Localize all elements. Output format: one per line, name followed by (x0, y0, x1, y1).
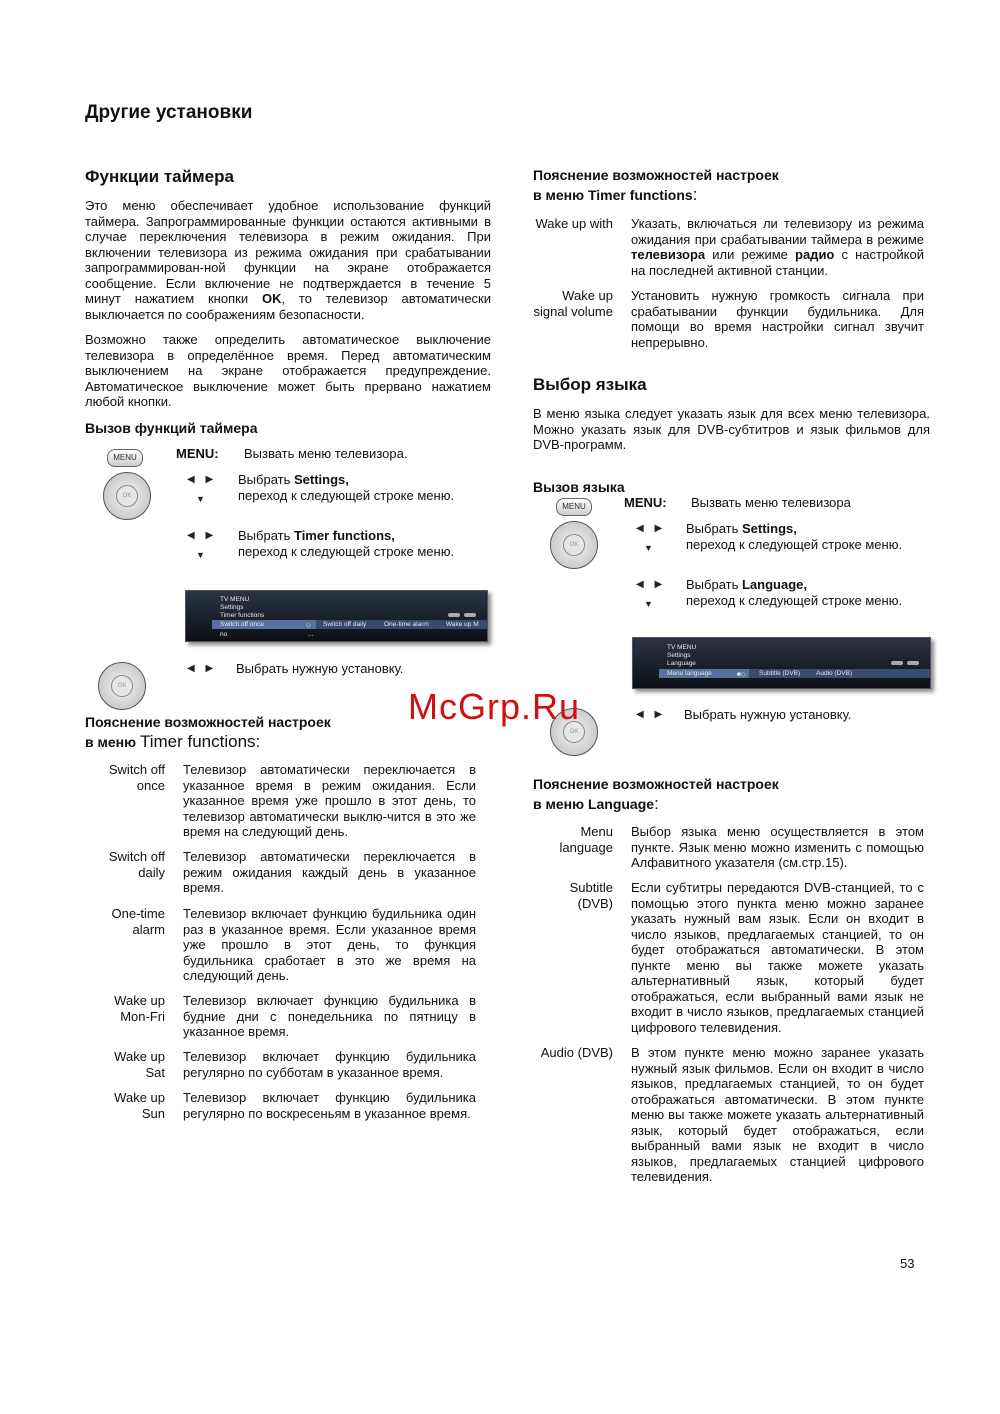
step-language: Выбрать Language, переход к следующей строке меню. (686, 577, 903, 608)
option-label: Audio (DVB) (540, 1045, 613, 1060)
down-arrow-icon: ▼ (644, 599, 653, 609)
left-right-arrows-icon: ◀ ▶ (187, 530, 218, 541)
option-label: Wake up Sun (114, 1090, 165, 1121)
option-description: Выбор языка меню осуществляется в этом пункте. Язык меню можно изменить с помощью Алфавитного указателя (см.стр.15). (631, 824, 924, 870)
step-select-setting: Выбрать нужную установку. (236, 661, 404, 676)
ok-button-icon: OK (116, 485, 138, 507)
menu-key-label: MENU: (176, 446, 219, 461)
screen-option: Switch off daily (323, 621, 367, 628)
step-select-setting: Выбрать нужную установку. (684, 707, 852, 722)
option-description: Если субтитры передаются DVB-станцией, то с помощью этого пункта меню можно заранее указать нужный вам язык. Если он входит в число языков, предлагаемых станцией, то он будет отображаться автоматически. В этом пункте меню вы также можете указать альтернативный язык, который будет отображаться, если выбранный вами язык не входит в число языков, предлагаемых станцией цифрового телевидения. (631, 880, 924, 1035)
option-label: One-time alarm (111, 906, 165, 937)
option-description: В этом пункте меню можно заранее указать нужный язык фильмов. Если он входит в число языков, предлагаемых станцией, то он будет отображаться автоматически. В этом пункте меню вы также можете указать альтернативный язык, который будет отображаться, если выбранный вами язык не входит в число языков, предлагаемых станцией цифрового телевидения. (631, 1045, 924, 1184)
option-label: Wake up Mon-Fri (114, 993, 165, 1024)
step-settings: Выбрать Settings, переход к следующей строке меню. (686, 521, 903, 552)
option-label: Switch off daily (108, 849, 165, 880)
language-intro: В меню языка следует указать язык для всех меню телевизора. Можно указать язык для DVB-субтитров и язык фильмов для DVB-программ. (533, 406, 930, 452)
screen-line: Settings (667, 652, 691, 659)
screen-line: TV MENU (220, 596, 250, 603)
page-title: Другие установки (85, 102, 253, 123)
timer-more-heading: Пояснение возможностей настроек в меню Timer functions: (533, 167, 779, 204)
screen-line: Language (667, 660, 696, 667)
left-right-arrows-icon: ◀ ▶ (636, 709, 667, 720)
menu-button-icon (556, 498, 592, 516)
left-right-arrows-icon: ◀ ▶ (187, 663, 218, 674)
left-right-arrows-icon: ◀ ▶ (636, 579, 667, 590)
nav-pad-icon (98, 662, 146, 710)
ok-button-icon: OK (563, 534, 585, 556)
option-description: Телевизор включает функцию будильника в будние дни с понедельника по пятницу в указанное время. (183, 993, 476, 1039)
call-timer-heading: Вызов функций таймера (85, 420, 258, 436)
step-settings: Выбрать Settings, переход к следующей строке меню. (238, 472, 455, 503)
ok-button-icon: OK (563, 721, 585, 743)
option-description: Телевизор включает функцию будильника один раз в указанное время. Если указанное время уже прошло в этот день, то функция будильника сработает в это же время на следующий день. (183, 906, 476, 983)
left-right-arrows-icon: ◀ ▶ (636, 523, 667, 534)
screen-line: Menu language (667, 670, 712, 677)
screen-line: Settings (220, 604, 244, 611)
menu-key-text: Вызвать меню телевизора. (244, 446, 408, 461)
menu-key-text: Вызвать меню телевизора (691, 495, 851, 510)
screen-line: no (220, 631, 228, 638)
nav-pad-icon (103, 472, 151, 520)
page-number: 53 (900, 1256, 915, 1271)
option-label: Wake up signal volume (533, 288, 613, 319)
screen-dots: ... (308, 631, 314, 638)
screen-option: Wake up M (446, 621, 479, 628)
option-description: Телевизор автоматически переключается в режим ожидания каждый день в указанное время. (183, 849, 476, 895)
call-language-heading: Вызов языка (533, 479, 625, 495)
screen-option: Subtitle (DVB) (759, 670, 801, 677)
timer-explain-heading: Пояснение возможностей настроек в меню Timer functions: (85, 714, 331, 751)
down-arrow-icon: ▼ (196, 494, 205, 504)
watermark: McGrp.Ru (408, 686, 581, 727)
option-description: Указать, включаться ли телевизору из режима ожидания при срабатывании таймера в режиме телевизора или режиме радио с настройкой на последней активной станции. (631, 216, 924, 278)
timer-heading: Функции таймера (85, 167, 234, 186)
language-heading: Выбор языка (533, 375, 647, 394)
menu-button-icon (107, 449, 143, 467)
screen-line: Switch off once (220, 621, 264, 628)
timer-intro-1: Это меню обеспечивает удобное использование функций таймера. Запрограммированные функции остаются активными в случае переключения телевизора в режим ожидания. При включении телевизора из режима ожидания при срабатывании запрограммирован-ной функции на экране отображается сообщение. Если включение не подтверждается в течение 5 минут нажатием кнопки OK, то телевизор автоматически выключается по соображениям безопасности. (85, 198, 491, 322)
step-timer-functions: Выбрать Timer functions, переход к следующей строке меню. (238, 528, 455, 559)
tv-menu-screenshot-timer: TV MENU Settings Timer functions Switch off once ◇ Switch off daily One-time alarm Wake up M no ... (185, 590, 488, 642)
screen-line: Timer functions (220, 612, 265, 619)
option-description: Телевизор включает функцию будильника регулярно по воскресеньям в указанное время. (183, 1090, 476, 1121)
menu-button-label: MENU (562, 502, 586, 511)
left-right-arrows-icon: ◀ ▶ (187, 474, 218, 485)
option-label: Switch off once (108, 762, 165, 793)
ok-button-icon: OK (111, 675, 133, 697)
option-description: Телевизор включает функцию будильника регулярно по субботам в указанное время. (183, 1049, 476, 1080)
option-label: Wake up with (535, 216, 613, 231)
option-description: Телевизор автоматически переключается в указанное время в режим ожидания. Если указанное время уже прошло в этот день, то телевизор автоматически выклю-чится в это же время на следующий день. (183, 762, 476, 839)
menu-key-label: MENU: (624, 495, 667, 510)
down-arrow-icon: ▼ (644, 543, 653, 553)
menu-button-label: MENU (113, 453, 137, 462)
screen-option: Audio (DVB) (816, 670, 853, 677)
screen-option: One-time alarm (384, 621, 429, 628)
tv-menu-screenshot-language: TV MENU Settings Language Menu language ■◇ Subtitle (DVB) Audio (DVB) (632, 637, 931, 689)
option-label: Subtitle (DVB) (569, 880, 613, 911)
language-explain-heading: Пояснение возможностей настроек в меню Language: (533, 776, 779, 813)
option-label: Wake up Sat (114, 1049, 165, 1080)
nav-pad-icon (550, 521, 598, 569)
timer-intro-2: Возможно также определить автоматическое выключение телевизора в определённое время. Перед автоматическим выключением на экране отображается предупреждение. Автоматическое выключение может быть прервано нажатием любой кнопки. (85, 332, 491, 409)
option-description: Установить нужную громкость сигнала при срабатывании функции будильника. Для помощи во время настройки сигнал звучит непрерывно. (631, 288, 924, 350)
screen-line: TV MENU (667, 644, 697, 651)
down-arrow-icon: ▼ (196, 550, 205, 560)
option-label: Menu language (559, 824, 613, 855)
